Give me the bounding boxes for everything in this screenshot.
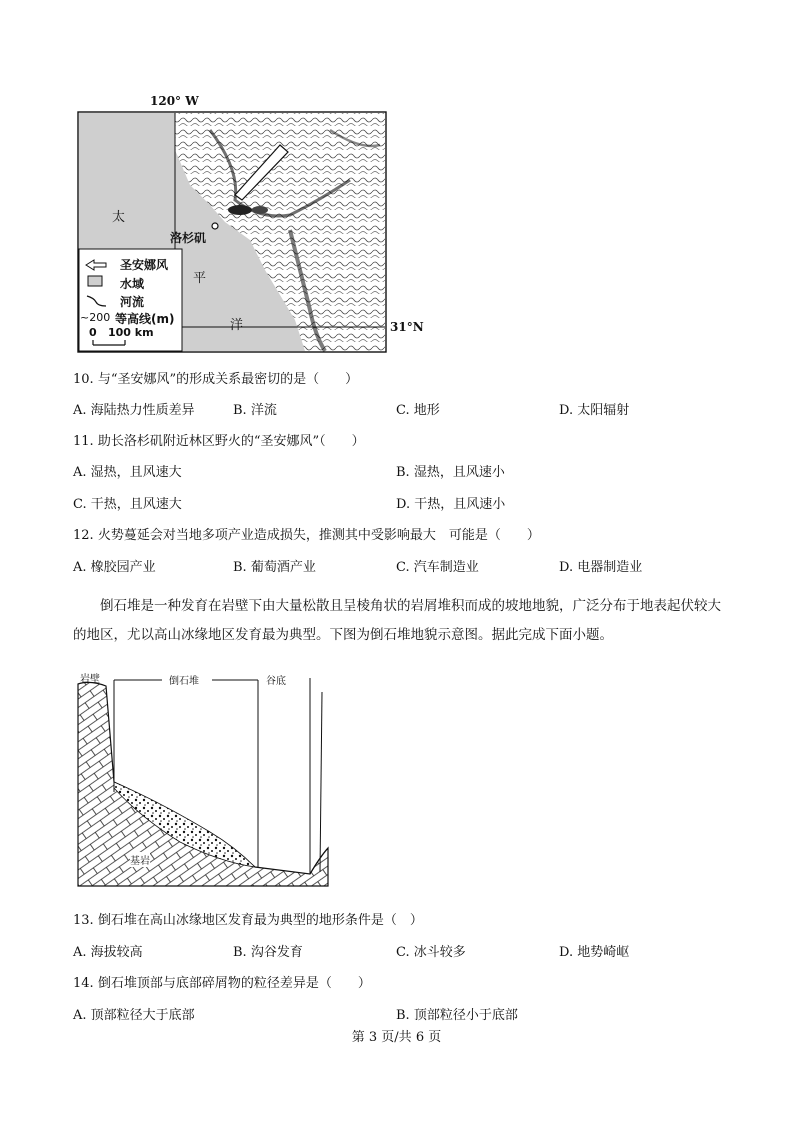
- question-text: 倒石堆在高山冰缘地区发育最为典型的地形条件是（ ）: [97, 913, 423, 928]
- talus-label: 倒石堆: [169, 676, 199, 687]
- question-11: [73, 430, 365, 449]
- passage: 倒石堆是一种发育在岩壁下由大量松散且呈棱角状的岩屑堆积而成的坡地地貌，广泛分布于地表起伏较大的地区，尤以高山冰缘地区发育最为典型。下图为倒石堆地貌示意图。据此完成下面小题。: [73, 598, 721, 643]
- scale-label: 100 km: [108, 326, 154, 339]
- q13-option-d[interactable]: D. 地势崎岖: [559, 945, 630, 960]
- question-number: 14.: [73, 976, 94, 991]
- q12-option-d[interactable]: D. 电器制造业: [559, 560, 643, 575]
- q13-option-a[interactable]: A. 海拔较高: [73, 945, 143, 960]
- q11-option-b[interactable]: B. 湿热，且风速小: [396, 465, 505, 480]
- rock-wall-label: 岩壁: [80, 674, 100, 685]
- q14-option-b[interactable]: B. 顶部粒径小于底部: [396, 1008, 518, 1023]
- longitude-label: 120° W: [150, 94, 199, 108]
- valley-label: 谷底: [266, 676, 286, 687]
- q12-option-c[interactable]: C. 汽车制造业: [396, 560, 479, 575]
- legend-label-contour: 等高线(m): [115, 312, 175, 326]
- q13-option-c[interactable]: C. 冰斗较多: [396, 945, 466, 960]
- page-footer: 第 3 页/共 6 页: [351, 1030, 442, 1045]
- q12-option-b[interactable]: B. 葡萄酒产业: [233, 560, 316, 575]
- q14-option-a[interactable]: A. 顶部粒径大于底部: [73, 1008, 195, 1023]
- legend-contour-prefix: ~200: [80, 311, 111, 324]
- water-area-icon: [88, 276, 102, 286]
- q11-option-c[interactable]: C. 干热，且风速大: [73, 497, 182, 512]
- question-text: 倒石堆顶部与底部碎屑物的粒径差异是（ ）: [97, 976, 371, 991]
- question-number: 11.: [73, 434, 94, 449]
- map-figure: [60, 90, 440, 360]
- legend-label-river: 河流: [120, 295, 145, 309]
- question-13: [73, 909, 423, 928]
- q10-option-a[interactable]: A. 海陆热力性质差异: [73, 403, 195, 418]
- q13-option-b[interactable]: B. 沟谷发育: [233, 945, 303, 960]
- talus-diagram: [70, 662, 335, 892]
- question-14: [73, 972, 371, 991]
- question-number: 13.: [73, 913, 94, 928]
- question-text: 与“圣安娜风”的形成关系最密切的是（ ）: [97, 372, 359, 387]
- question-10: [73, 368, 358, 387]
- city-label: 洛杉矶: [170, 231, 207, 245]
- question-number: 10.: [73, 372, 94, 387]
- q10-option-c[interactable]: C. 地形: [396, 403, 440, 418]
- q10-option-b[interactable]: B. 洋流: [233, 403, 277, 418]
- ocean-char-3: 洋: [230, 318, 244, 333]
- question-number: 12.: [73, 528, 94, 543]
- question-12: [73, 524, 540, 543]
- question-text: 助长洛杉矶附近林区野火的“圣安娜风”（ ）: [97, 434, 365, 449]
- question-text: 火势蔓延会对当地多项产业造成损失，推测其中受影响最大 可能是（ ）: [97, 528, 540, 543]
- ocean-char-2: 平: [193, 271, 207, 286]
- q11-option-a[interactable]: A. 湿热，且风速大: [73, 465, 182, 480]
- talus-diagram-svg: [70, 662, 335, 892]
- ocean-char-1: 太: [112, 210, 126, 225]
- latitude-label: 31°N: [390, 320, 424, 334]
- q11-option-d[interactable]: D. 干热，且风速小: [396, 497, 506, 512]
- bedrock-label: 基岩: [130, 852, 150, 867]
- q10-option-d[interactable]: D. 太阳辐射: [559, 403, 630, 418]
- legend-label-wind: 圣安娜风: [120, 258, 169, 272]
- q12-option-a[interactable]: A. 橡胶园产业: [73, 560, 156, 575]
- legend-label-water: 水域: [120, 277, 145, 291]
- scale-zero: 0: [89, 326, 97, 339]
